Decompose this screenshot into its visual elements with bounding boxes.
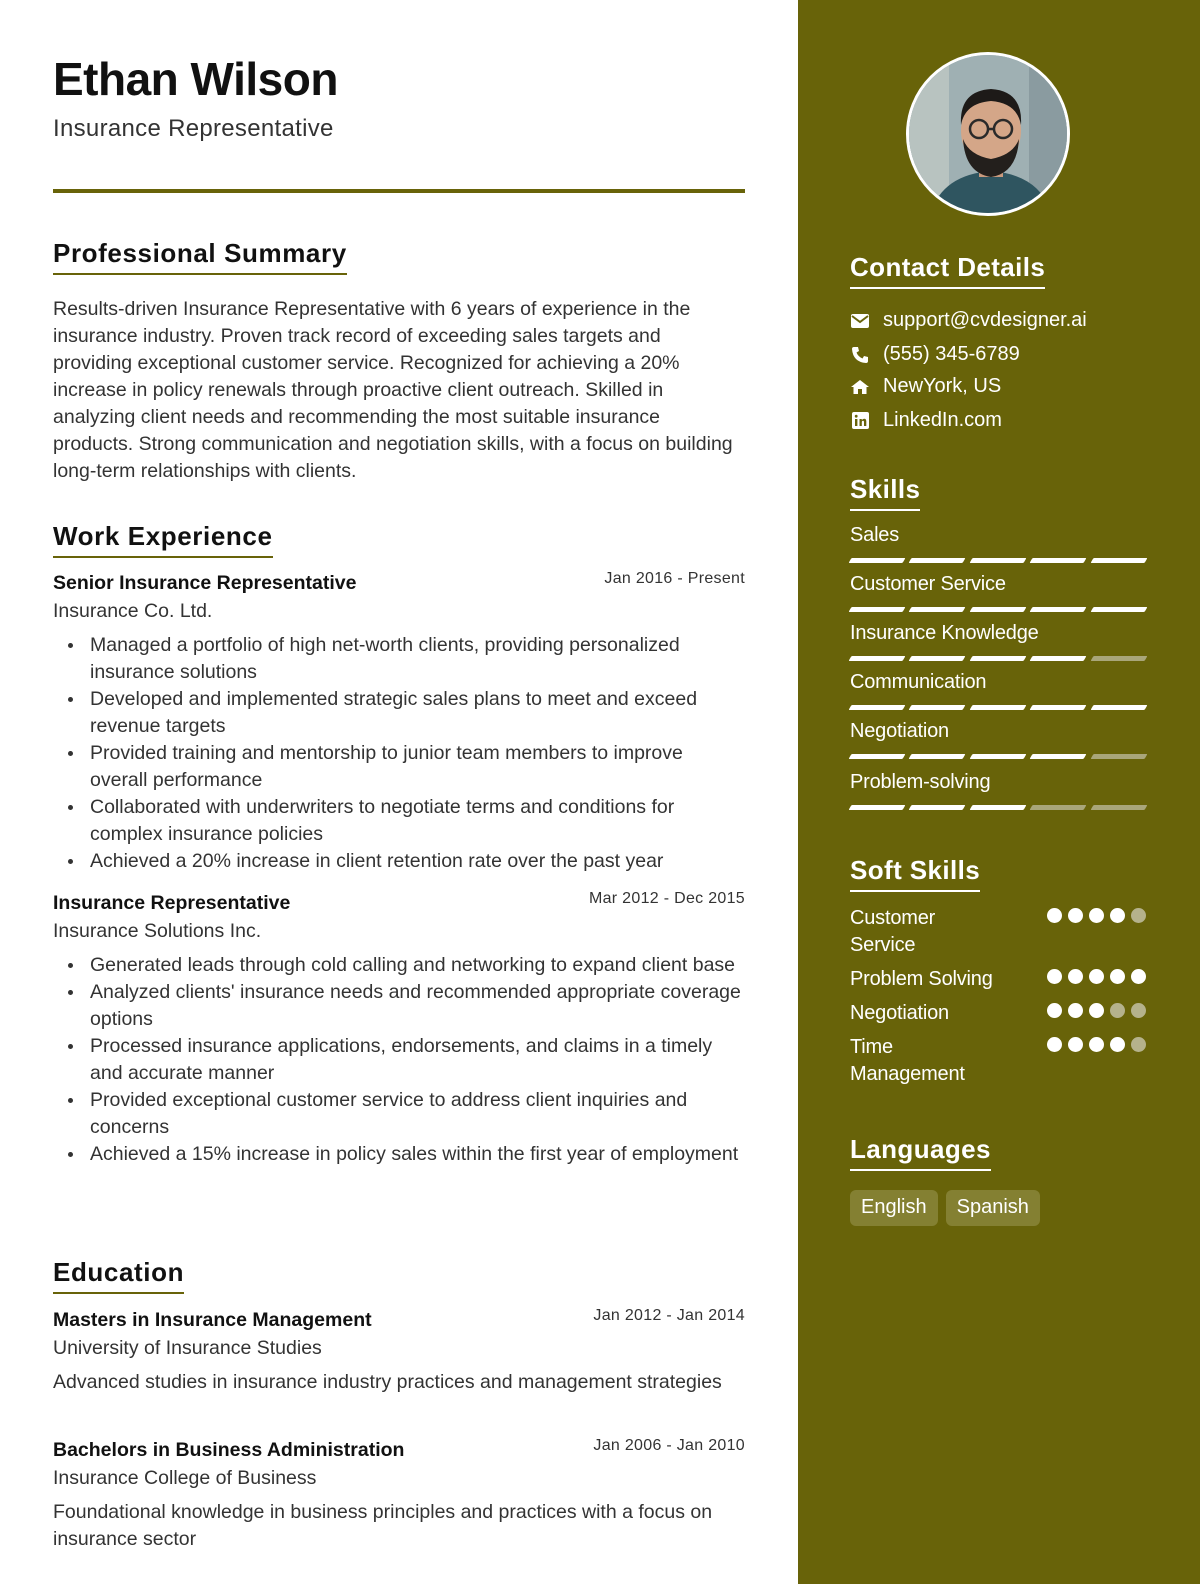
job-bullet: Provided exceptional customer service to address client inquiries and concerns [90,1087,745,1141]
job-entry [53,892,745,1168]
rating-dot [1131,908,1146,923]
skill-level-segment [849,607,906,612]
skill-item [850,622,1146,661]
skill-name: Communication [850,671,987,693]
job-role: Senior Insurance Representative [53,572,357,594]
rating-dot [1089,969,1104,984]
skill-name: Sales [850,524,900,546]
rating-dot [1131,1003,1146,1018]
skill-level-bar [850,705,1146,710]
school-name: Insurance College of Business [53,1467,317,1489]
job-role: Insurance Representative [53,892,291,914]
work-heading: Work Experience [53,521,273,558]
rating-dot [1047,1003,1062,1018]
soft-skill-item [850,1000,1146,1027]
job-bullet: Analyzed clients' insurance needs and recommended appropriate coverage options [90,979,745,1033]
skill-level-segment [1030,558,1087,563]
envelope-icon [850,311,870,331]
job-bullet: Developed and implemented strategic sales plans to meet and exceed revenue targets [90,686,745,740]
skill-level-segment [969,607,1026,612]
job-bullet: Achieved a 15% increase in policy sales within the first year of employment [90,1141,745,1168]
skill-level-segment [849,805,906,810]
rating-dot [1089,1037,1104,1052]
soft-skills-heading: Soft Skills [850,855,980,892]
skill-level-segment [1030,607,1087,612]
job-bullet: Processed insurance applications, endorsements, and claims in a timely and accurate manner [90,1033,745,1087]
job-bullet: Managed a portfolio of high net-worth clients, providing personalized insurance solutions [90,632,745,686]
job-bullet: Generated leads through cold calling and networking to expand client base [90,952,745,979]
degree-name: Bachelors in Business Administration [53,1439,405,1461]
summary-text: Results-driven Insurance Representative with 6 years of experience in the insurance industry. Proven track record of exceeding sales targets and providing exceptional customer service. Recognized for achieving a 20% increase in policy renewals through proactive client outreach. Skilled in analyzing client needs and recommending the most suitable insurance products. Strong communication and negotiation skills, with a focus on building long-term relationships with clients. [53,298,733,482]
rating-dot [1089,908,1104,923]
job-date: Mar 2012 - Dec 2015 [588,890,745,907]
education-description: Advanced studies in insurance industry practices and management strategies [53,1371,722,1393]
soft-skill-rating [1047,1037,1146,1052]
soft-skill-name: Time Management [850,1036,965,1085]
skill-level-bar [850,607,1146,612]
linkedin-icon [850,411,870,431]
phone-text: (555) 345-6789 [883,343,1020,365]
skill-level-segment [909,656,966,661]
degree-name: Masters in Insurance Management [53,1309,372,1331]
job-bullets [53,952,745,1168]
profile-photo [906,52,1070,216]
soft-skill-rating [1047,1003,1146,1018]
skill-level-segment [909,607,966,612]
rating-dot [1110,1003,1125,1018]
contact-email[interactable] [850,309,1087,332]
job-entry [53,572,745,875]
skill-item [850,671,1146,710]
skill-level-segment [969,705,1026,710]
job-company: Insurance Co. Ltd. [53,600,213,622]
skill-level-segment [969,656,1026,661]
skill-level-segment [909,805,966,810]
location-text: NewYork, US [883,375,1002,397]
skill-level-segment [1090,558,1147,563]
skill-level-segment [1090,805,1147,810]
school-name: University of Insurance Studies [53,1337,322,1359]
person-portrait-icon [909,55,1070,216]
skill-level-segment [1030,754,1087,759]
skill-level-segment [1090,754,1147,759]
rating-dot [1068,1037,1083,1052]
skill-level-bar [850,656,1146,661]
education-date: Jan 2006 - Jan 2010 [593,1437,745,1454]
rating-dot [1110,1037,1125,1052]
rating-dot [1047,908,1062,923]
education-description: Foundational knowledge in business principles and practices with a focus on insurance sector [53,1501,713,1550]
skill-level-segment [1090,607,1147,612]
phone-icon [850,345,870,365]
skill-name: Problem-solving [850,771,991,793]
job-bullet: Achieved a 20% increase in client retention rate over the past year [90,848,745,875]
skill-level-segment [1090,656,1147,661]
rating-dot [1068,908,1083,923]
soft-skill-item [850,966,1146,993]
contact-linkedin[interactable] [850,409,1002,432]
soft-skill-name: Customer Service [850,907,936,956]
rating-dot [1089,1003,1104,1018]
rating-dot [1131,1037,1146,1052]
summary-heading: Professional Summary [53,238,347,275]
languages-heading: Languages [850,1134,991,1171]
skill-item [850,771,1146,810]
skill-level-segment [1030,705,1087,710]
education-entry [53,1439,745,1553]
skill-level-bar [850,754,1146,759]
skill-level-segment [849,558,906,563]
soft-skill-name: Problem Solving [850,968,993,990]
skill-name: Insurance Knowledge [850,622,1039,644]
contact-location [850,375,1001,398]
education-heading: Education [53,1257,184,1294]
rating-dot [1110,969,1125,984]
rating-dot [1068,1003,1083,1018]
job-date: Jan 2016 - Present [604,570,745,587]
language-tag: English [850,1190,938,1226]
skill-level-segment [969,805,1026,810]
skill-name: Negotiation [850,720,949,742]
home-icon [850,377,870,397]
rating-dot [1047,1037,1062,1052]
skill-level-bar [850,805,1146,810]
skill-level-segment [1030,656,1087,661]
skill-level-segment [849,705,906,710]
soft-skill-rating [1047,969,1146,984]
soft-skill-rating [1047,908,1146,923]
job-bullet: Provided training and mentorship to junior team members to improve overall performance [90,740,745,794]
skill-level-bar [850,558,1146,563]
contact-heading: Contact Details [850,252,1045,289]
rating-dot [1068,969,1083,984]
job-bullet: Collaborated with underwriters to negotiate terms and conditions for complex insurance policies [90,794,745,848]
skill-item [850,573,1146,612]
header-divider [53,189,745,193]
skill-level-segment [969,754,1026,759]
job-bullets [53,632,745,875]
email-text: support@cvdesigner.ai [883,309,1087,331]
skill-level-segment [909,754,966,759]
rating-dot [1131,969,1146,984]
languages-list [850,1190,1040,1226]
skill-level-segment [1090,705,1147,710]
skills-heading: Skills [850,474,920,511]
skill-level-segment [849,754,906,759]
skill-level-segment [969,558,1026,563]
education-entry [53,1309,745,1396]
education-date: Jan 2012 - Jan 2014 [593,1307,745,1324]
skill-level-segment [849,656,906,661]
soft-skill-item [850,1034,1146,1088]
skill-item [850,720,1146,759]
contact-phone[interactable] [850,343,1020,366]
candidate-title: Insurance Representative [53,115,334,142]
language-tag: Spanish [946,1190,1040,1226]
soft-skill-item [850,905,1146,959]
skill-name: Customer Service [850,573,1006,595]
linkedin-text: LinkedIn.com [883,409,1002,431]
soft-skill-name: Negotiation [850,1002,949,1024]
job-company: Insurance Solutions Inc. [53,920,262,942]
candidate-name: Ethan Wilson [53,53,338,105]
skill-level-segment [909,705,966,710]
skill-level-segment [909,558,966,563]
rating-dot [1047,969,1062,984]
skill-level-segment [1030,805,1087,810]
skill-item [850,524,1146,563]
rating-dot [1110,908,1125,923]
